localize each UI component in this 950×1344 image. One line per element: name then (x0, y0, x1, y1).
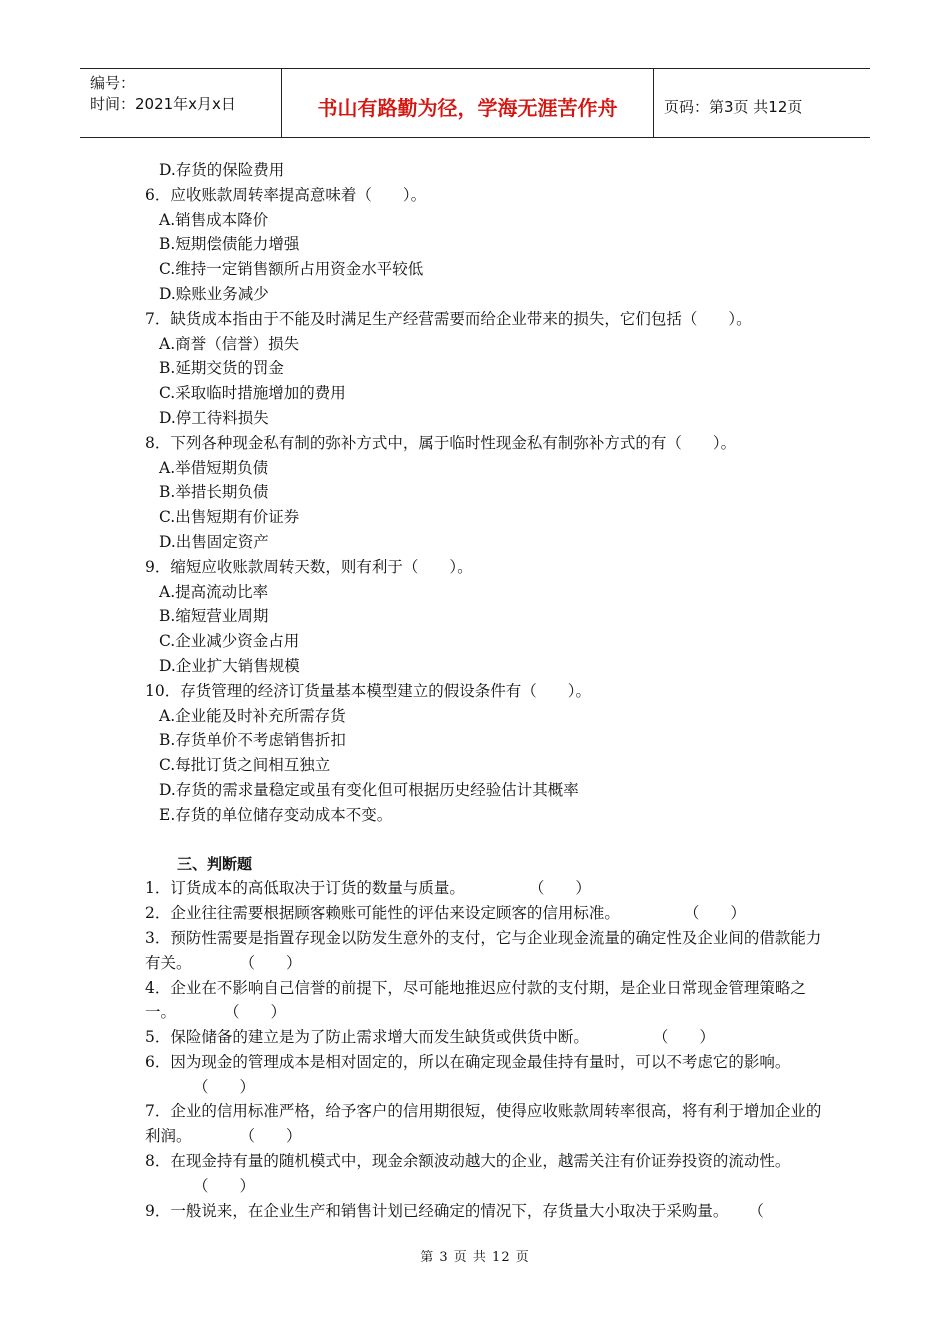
header-page-info: 页码：第3页 共12页 (664, 97, 803, 116)
judgement-text: 2．企业往往需要根据顾客赖账可能性的评估来设定顾客的信用标准。 (145, 904, 620, 923)
question-line: 10．存货管理的经济订货量基本模型建立的假设条件有（ ）。 (145, 681, 591, 700)
question-line: 6．应收账款周转率提高意味着（ ）。 (145, 185, 427, 204)
section-title: 三、判断题 (177, 854, 253, 873)
option-line: D.存货的保险费用 (159, 161, 285, 179)
option-line: C.企业减少资金占用 (159, 632, 300, 651)
judgement-text: 8．在现金持有量的随机模式中，现金余额波动越大的企业，越需关注有价证券投资的流动性。 (145, 1152, 791, 1171)
option-line: A.销售成本降价 (159, 210, 269, 229)
option-line: A.企业能及时补充所需存货 (159, 706, 346, 725)
header-meta (80, 69, 282, 137)
document-body (145, 158, 825, 1223)
answer-paren: （ (748, 1201, 764, 1220)
answer-paren: （ ） (652, 1028, 715, 1047)
option-line: D.停工待料损失 (159, 408, 269, 427)
option-line: B.延期交货的罚金 (159, 359, 284, 378)
answer-paren: （ ） (193, 1176, 256, 1195)
page-header (80, 68, 870, 138)
judgement-text: 3．预防性需要是指置存现金以防发生意外的支付，它与企业现金流量的确定性及企业间的借款能力有关。 (145, 928, 822, 972)
answer-paren: （ ） (224, 1003, 287, 1022)
judgement-text: 1．订货成本的高低取决于订货的数量与质量。 (145, 879, 465, 898)
question-line: 8．下列各种现金私有制的弥补方式中，属于临时性现金私有制弥补方式的有（ ）。 (145, 433, 737, 452)
judgement-item (145, 1025, 825, 1050)
judgement-item (145, 901, 825, 926)
option-line: A.举借短期负债 (159, 458, 269, 477)
judgement-text: 6．因为现金的管理成本是相对固定的，所以在确定现金最佳持有量时，可以不考虑它的影响。 (145, 1052, 791, 1071)
option-line: D.赊账业务减少 (159, 284, 269, 303)
answer-paren: （ ） (239, 1127, 302, 1146)
judgement-item (145, 1099, 825, 1149)
option-line: B.存货单价不考虑销售折扣 (159, 731, 346, 750)
judgement-text: 9．一般说来，在企业生产和销售计划已经确定的情况下，存货量大小取决于采购量。 (145, 1201, 729, 1220)
option-line: C.每批订货之间相互独立 (159, 756, 331, 775)
judgement-text: 5．保险储备的建立是为了防止需求增大而发生缺货或供货中断。 (145, 1028, 589, 1047)
number-label: 编号： (90, 74, 136, 92)
option-line: C.出售短期有价证券 (159, 508, 300, 527)
answer-paren: （ ） (193, 1077, 256, 1096)
judgement-text: 4．企业在不影响自己信誉的前提下，尽可能地推迟应付款的支付期，是企业日常现金管理策略之一。 (145, 978, 806, 1022)
option-line: B.短期偿债能力增强 (159, 235, 300, 254)
judgement-text: 7．企业的信用标准严格，给予客户的信用期很短，使得应收账款周转率很高，将有利于增加企业的利润。 (145, 1102, 822, 1146)
option-line: D.出售固定资产 (159, 532, 269, 551)
option-line: A.商誉（信誉）损失 (159, 334, 300, 353)
page-footer: 第 3 页 共 12 页 (420, 1250, 530, 1265)
option-line: B.举措长期负债 (159, 483, 269, 502)
date-label: 时间：2021年x月x日 (90, 95, 236, 113)
option-line: D.企业扩大销售规模 (159, 656, 300, 675)
option-line: D.存货的需求量稳定或虽有变化但可根据历史经验估计其概率 (159, 780, 579, 799)
option-line: C.采取临时措施增加的费用 (159, 384, 346, 403)
judgement-item (145, 876, 825, 901)
judgement-item (145, 1149, 825, 1199)
judgement-item (145, 926, 825, 976)
judgement-item (145, 1199, 825, 1224)
option-line: A.提高流动比率 (159, 582, 269, 601)
option-line: E.存货的单位储存变动成本不变。 (159, 805, 393, 824)
answer-paren: （ ） (683, 904, 746, 923)
option-line: B.缩短营业周期 (159, 607, 269, 626)
judgement-item (145, 1050, 825, 1100)
judgement-item (145, 976, 825, 1026)
question-line: 9．缩短应收账款周转天数，则有利于（ ）。 (145, 557, 473, 576)
option-line: C.维持一定销售额所占用资金水平较低 (159, 260, 424, 279)
header-motto: 书山有路勤为径，学海无涯苦作舟 (282, 69, 654, 137)
question-line: 7．缺货成本指由于不能及时满足生产经营需要而给企业带来的损失，它们包括（ ）。 (145, 309, 752, 328)
answer-paren: （ ） (239, 953, 302, 972)
answer-paren: （ ） (528, 879, 591, 898)
